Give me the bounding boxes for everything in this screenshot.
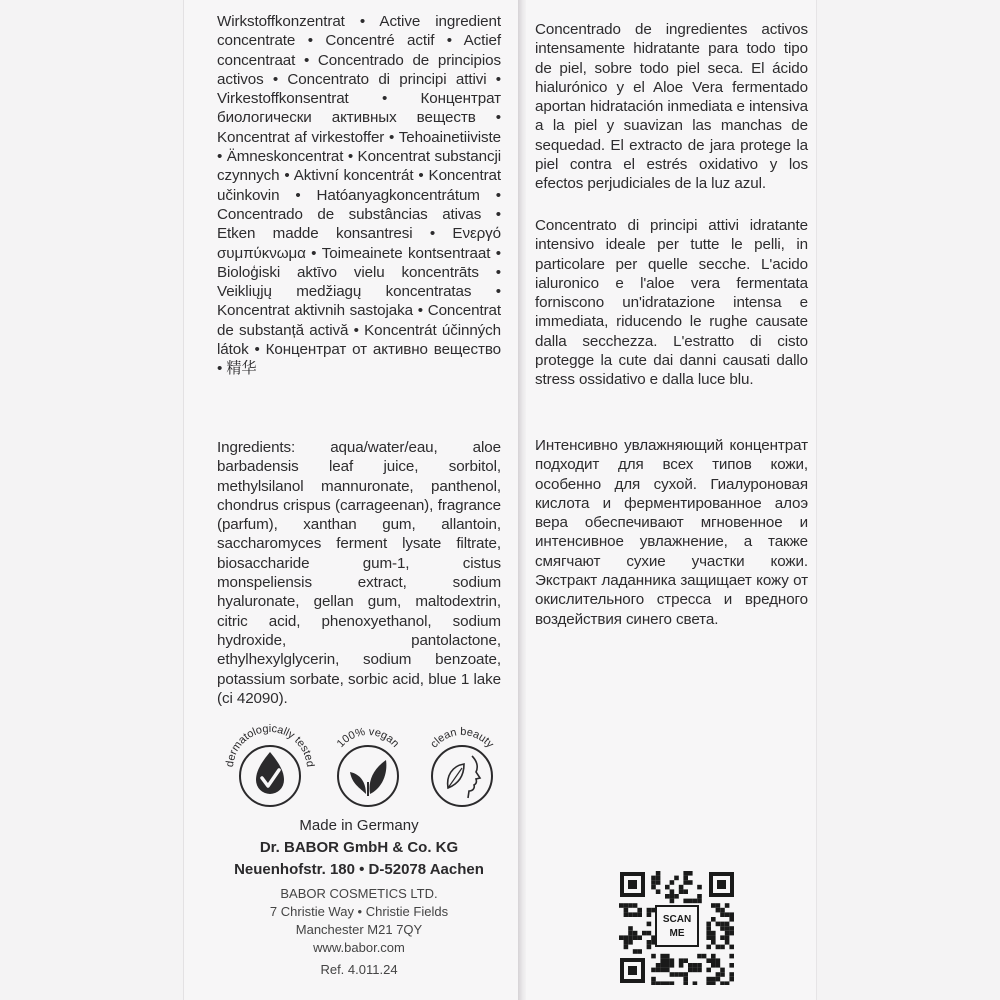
qr-module [683, 871, 688, 876]
qr-module [651, 981, 656, 985]
qr-module [628, 940, 633, 945]
qr-module [624, 908, 629, 913]
qr-module [670, 889, 675, 894]
qr-module [670, 958, 675, 963]
qr-module [633, 949, 638, 954]
qr-module [729, 972, 734, 977]
qr-module [670, 963, 675, 968]
qr-module [729, 963, 734, 968]
qr-module [711, 903, 716, 908]
qr-module [706, 977, 711, 982]
qr-module [656, 889, 661, 894]
qr-module [624, 935, 629, 940]
qr-module [729, 926, 734, 931]
qr-module [670, 899, 675, 904]
qr-module [697, 885, 702, 890]
qr-module [725, 931, 730, 936]
qr-module [702, 954, 707, 959]
qr-module [706, 945, 711, 950]
dermatologically-tested-badge [222, 712, 316, 814]
active-concentrate-translations: Wirkstoffkonzentrat • Active ingredient concentrate • Concentré actif • Actief concentraat • Concentrado de principios activos • Concentrato di principi attivi • Virkestoffkonsentrat • Концентрат биологически активных веществ • Koncentrat af virkestoffer • Tehoainetiiviste • Ämneskoncentrat • Koncentrat substancji czynnych • Aktivní koncentrát • Koncentrat učinkovin • Hatóanyagkoncentrátum • Concentrado de substâncias ativas • Etken madde konsantresi • Ενεργό συμπύκνωμα • Toimeainete kontsentraat • Bioloģiski aktīvo vielu koncentrāts • Veikliųjų medžiagų koncentratas • Koncentrat aktivnih sastojaka • Concentrat de substanță activă • Koncentrát účinných látok • Концентрат от активно вещество • 精华 [217, 13, 501, 378]
qr-module [670, 880, 675, 885]
dermatologically-tested-icon [222, 712, 316, 814]
qr-module [711, 931, 716, 936]
qr-module [651, 885, 656, 890]
qr-module [660, 963, 665, 968]
qr-module [720, 926, 725, 931]
qr-module [647, 922, 652, 927]
qr-module [683, 977, 688, 982]
qr-module [679, 885, 684, 890]
qr-module [656, 871, 661, 876]
certification-badges [222, 712, 502, 814]
qr-module [656, 968, 661, 973]
qr-module [637, 908, 642, 913]
qr-module [706, 926, 711, 931]
qr-module [651, 954, 656, 959]
qr-module [628, 931, 633, 936]
qr-module [697, 963, 702, 968]
qr-module [647, 912, 652, 917]
badge-dermatologically-tested-label: dermatologically tested [223, 722, 316, 768]
qr-module [706, 981, 711, 985]
qr-module [679, 958, 684, 963]
qr-module [697, 954, 702, 959]
panel-fold [518, 0, 526, 1000]
qr-module [683, 972, 688, 977]
qr-module [725, 940, 730, 945]
qr-module [729, 912, 734, 917]
qr-module [633, 903, 638, 908]
qr-module [725, 926, 730, 931]
qr-module [656, 963, 661, 968]
qr-module [729, 954, 734, 959]
qr-module [716, 972, 721, 977]
qr-module [647, 931, 652, 936]
qr-module [683, 876, 688, 881]
qr-module [711, 935, 716, 940]
qr-module [651, 977, 656, 982]
qr-module [706, 935, 711, 940]
qr-code-graphic[interactable] [618, 870, 736, 985]
qr-module [628, 926, 633, 931]
qr-module [679, 963, 684, 968]
qr-module [716, 908, 721, 913]
qr-module [706, 931, 711, 936]
qr-module [651, 880, 656, 885]
clean-beauty-face-icon [414, 712, 508, 814]
qr-module [729, 977, 734, 982]
qr-module [656, 880, 661, 885]
vegan-badge [320, 712, 414, 814]
qr-module [706, 958, 711, 963]
qr-module [660, 958, 665, 963]
qr-module [729, 945, 734, 950]
qr-module [716, 963, 721, 968]
qr-module [651, 968, 656, 973]
qr-module [633, 912, 638, 917]
qr-module [688, 968, 693, 973]
qr-module [720, 972, 725, 977]
vegan-leaf-icon [320, 712, 414, 814]
qr-module [711, 940, 716, 945]
qr-module [688, 899, 693, 904]
qr-module [665, 954, 670, 959]
qr-module [628, 935, 633, 940]
qr-module [720, 968, 725, 973]
qr-module [720, 908, 725, 913]
qr-module [628, 903, 633, 908]
qr-module [624, 903, 629, 908]
qr-module [716, 977, 721, 982]
qr-module [665, 981, 670, 985]
qr-module [647, 945, 652, 950]
qr-module [693, 963, 698, 968]
reference-number: Ref. 4.011.24 [320, 962, 398, 977]
qr-module [711, 977, 716, 982]
qr-module [656, 876, 661, 881]
qr-module [628, 912, 633, 917]
qr-module [688, 880, 693, 885]
qr-module [725, 935, 730, 940]
qr-module [642, 931, 647, 936]
uk-street: 7 Christie Way • Christie Fields [269, 904, 449, 919]
made-in-germany: Made in Germany [299, 817, 419, 834]
qr-module [693, 899, 698, 904]
qr-module [683, 981, 688, 985]
qr-module [665, 963, 670, 968]
website: www.babor.com [313, 940, 405, 955]
qr-module [720, 945, 725, 950]
qr-module [660, 981, 665, 985]
qr-module [720, 912, 725, 917]
qr-module [651, 876, 656, 881]
qr-module [674, 972, 679, 977]
manufacturer-address [200, 815, 518, 979]
qr-module [633, 935, 638, 940]
qr-module [697, 968, 702, 973]
qr-module [697, 899, 702, 904]
qr-module [688, 871, 693, 876]
qr-module [660, 954, 665, 959]
qr-module [706, 968, 711, 973]
qr-module [683, 958, 688, 963]
qr-module [637, 912, 642, 917]
qr-module [725, 981, 730, 985]
qr-module [624, 945, 629, 950]
russian-description: Интенсивно увлажняющий концентрат подходит для всех типов кожи, особенно для сухой. Гиалуроновая кислота и ферментированное алоэ вера обеспечивают мгновенное и интенсивное увлажнение, а также смягчают сухие участки кожи. Экстракт ладанника защищает кожу от окислительного стресса и вредного воздействия синего света. [535, 437, 808, 628]
qr-code[interactable] [618, 870, 736, 985]
qr-module [679, 889, 684, 894]
qr-module [683, 899, 688, 904]
qr-module [619, 935, 624, 940]
badge-vegan-label: 100% vegan [334, 725, 402, 750]
qr-module [706, 922, 711, 927]
qr-module [711, 963, 716, 968]
qr-module [637, 949, 642, 954]
qr-module [716, 958, 721, 963]
qr-scan-label: SCAN [662, 914, 692, 925]
qr-module [656, 981, 661, 985]
qr-module [711, 958, 716, 963]
qr-module [619, 903, 624, 908]
qr-module [720, 935, 725, 940]
qr-module [720, 981, 725, 985]
qr-module [665, 968, 670, 973]
uk-company: BABOR COSMETICS LTD. [280, 886, 438, 901]
qr-module [711, 954, 716, 959]
italian-description: Concentrato di principi attivi idratante intensivo ideale per tutte le pelli, in particolare per quelle secche. L'acido ialuronico e l'aloe vera fermentata forniscono un'idratazione intensa e immediata, riducendo le rughe causate dalla secchezza. L'estratto di cisto protegge la cute dai danni causati dallo stress ossidativo e dalla luce blu. [535, 217, 808, 389]
qr-module [693, 968, 698, 973]
badge-clean-beauty-label: clean beauty [428, 725, 496, 751]
ingredients-list: Ingredients: aqua/water/eau, aloe barbadensis leaf juice, sorbitol, methylsilanol mannuronate, panthenol, chondrus crispus (carrageenan), fragrance (parfum), xanthan gum, allantoin, saccharomyces ferment lysate filtrate, biosaccharide gum-1, cistus monspeliensis extract, sodium hyaluronate, gellan gum, maltodextrin, citric acid, phenoxyethanol, sodium hydroxide, pantolactone, ethylhexylglycerin, sodium benzoate, potassium sorbate, sorbic acid, blue 1 lake (ci 42090). [217, 439, 501, 707]
qr-module [665, 894, 670, 899]
qr-module [624, 940, 629, 945]
qr-module [729, 917, 734, 922]
qr-module [683, 880, 688, 885]
qr-module [725, 922, 730, 927]
qr-module [720, 922, 725, 927]
uk-city: Manchester M21 7QY [295, 922, 423, 937]
qr-module [637, 935, 642, 940]
qr-module [624, 912, 629, 917]
qr-module [679, 972, 684, 977]
qr-module [683, 889, 688, 894]
qr-module [670, 981, 675, 985]
company-street: Neuenhofstr. 180 • D-52078 Aachen [234, 861, 484, 878]
clean-beauty-badge [414, 712, 508, 814]
qr-module [665, 885, 670, 890]
qr-module [647, 908, 652, 913]
qr-module [711, 981, 716, 985]
qr-module [725, 912, 730, 917]
qr-module [647, 940, 652, 945]
qr-module [633, 931, 638, 936]
company-name: Dr. BABOR GmbH & Co. KG [259, 839, 459, 856]
qr-module [716, 922, 721, 927]
qr-module [674, 876, 679, 881]
qr-me-label: ME [669, 928, 685, 939]
qr-module [670, 894, 675, 899]
qr-module [725, 903, 730, 908]
qr-module [716, 903, 721, 908]
qr-module [674, 894, 679, 899]
qr-module [660, 968, 665, 973]
qr-module [665, 958, 670, 963]
qr-module [693, 981, 698, 985]
qr-module [688, 963, 693, 968]
qr-module [670, 972, 675, 977]
spanish-description: Concentrado de ingredientes activos intensamente hidratante para todo tipo de piel, sobre todo piel seca. El ácido hialurónico y el Aloe Vera fermentado aportan hidratación inmediata e intensiva a la piel y suavizan las manchas de sequedad. El extracto de jara protege la piel contra el estrés oxidativo y los efectos perjudiciales de la luz azul. [535, 21, 808, 193]
qr-module [697, 894, 702, 899]
qr-module [716, 945, 721, 950]
qr-module [729, 931, 734, 936]
qr-module [711, 917, 716, 922]
